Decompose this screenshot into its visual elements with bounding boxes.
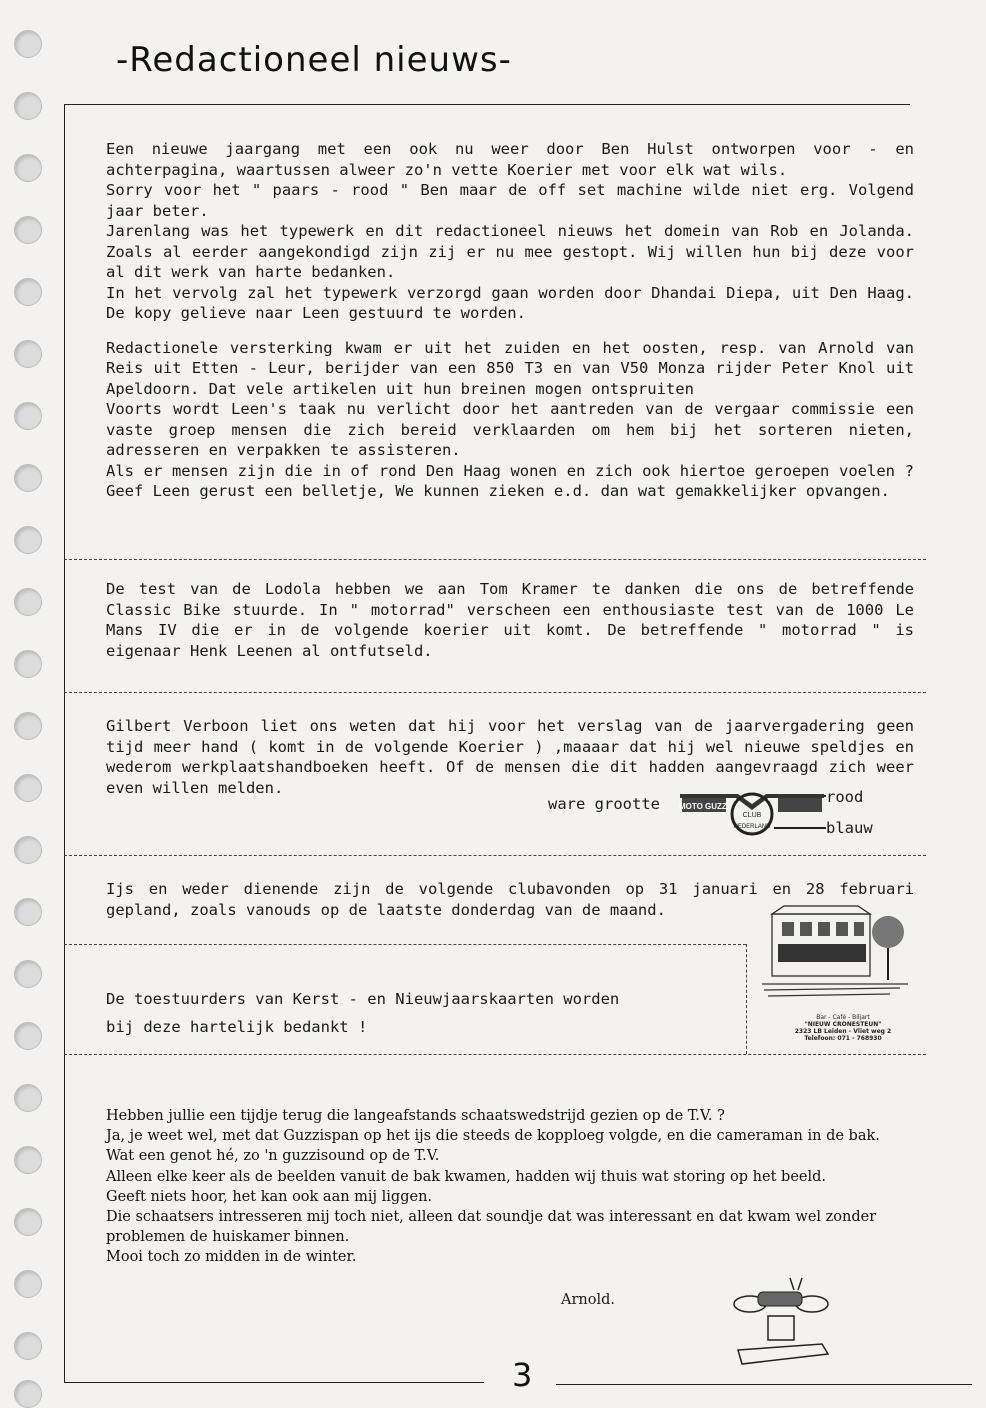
cafe-caption-line: "NIEUW CRONESTEUN" [804, 1021, 882, 1028]
badge-top-text: MOTO GUZZI [678, 802, 730, 811]
motorcycle-on-sled-icon [728, 1274, 834, 1380]
tree-icon [872, 916, 904, 948]
frame-bottom-rule [64, 1382, 484, 1383]
handlebar-line [790, 1278, 794, 1290]
binder-hole [14, 340, 42, 368]
section-divider [64, 1054, 926, 1055]
binder-hole [14, 898, 42, 926]
binder-hole [14, 278, 42, 306]
section-divider [64, 692, 926, 693]
page-number: 3 [512, 1356, 533, 1394]
binder-hole [14, 650, 42, 678]
paragraph: Alleen elke keer als de beelden vanuit de bak kwamen, hadden wij thuis wat storing op het beeld. [106, 1168, 827, 1185]
binder-hole [14, 1146, 42, 1174]
paragraph: Ja, je weet wel, met dat Guzzispan op het ijs die steeds de kopploeg volgde, en die cameraman in de bak. [106, 1128, 880, 1145]
paragraph: Die schaatsers intresseren mij toch niet, alleen dat soundje dat was interessant en dat kwam wel zonder problemen de huiskamer binnen. [106, 1209, 877, 1246]
paragraph: Mooi toch zo midden in de winter. [106, 1249, 357, 1266]
paragraph: De toestuurders van Kerst - en Nieuwjaarskaarten worden [106, 990, 620, 1008]
paragraph: Jarenlang was het typewerk en dit redactioneel nieuws het domein van Rob en Jolanda. Zoals al eerder aangekondigd zijn zij er nu mee gestopt. Wij willen hun bij deze voor al dit werk van harte bedanken. [106, 222, 914, 281]
binder-hole [14, 30, 42, 58]
binder-hole [14, 464, 42, 492]
sled-base-shape [738, 1344, 828, 1364]
badge-guzzi-plate [778, 798, 822, 812]
binder-hole [14, 774, 42, 802]
window-icon [800, 922, 812, 936]
cafe-caption-line: Telefoon: 071 - 768930 [804, 1035, 882, 1042]
frame-left-rule [64, 104, 65, 1382]
blauw-label: blauw [826, 819, 873, 837]
window-icon [854, 922, 864, 936]
frame-bottom-rule [556, 1384, 972, 1385]
paragraph: Hebben jullie een tijdje terug die langeafstands schaatswedstrijd gezien op de T.V. ? [106, 1108, 725, 1124]
rood-label: rood [826, 788, 864, 806]
binder-holes [14, 30, 54, 1402]
binder-hole [14, 588, 42, 616]
signature: Arnold. [561, 1292, 615, 1308]
binder-hole [14, 526, 42, 554]
window-icon [818, 922, 830, 936]
binder-hole [14, 1380, 42, 1408]
paragraph: Als er mensen zijn die in of rond Den Haag wonen en zich ook hiertoe geroepen voelen ? Geef Leen gerust een belletje, We kunnen zieken e.d. dan wat gemakkelijker opvangen. [106, 461, 914, 500]
paragraph: Sorry voor het " paars - rood " Ben maar de off set machine wilde niet erg. Volgend jaar beter. [106, 181, 914, 220]
paragraph: Een nieuwe jaargang met een ook nu weer door Ben Hulst ontworpen voor - en achterpagina, waartussen alweer zo'n vette Koerier met voor elk wat wils. [106, 140, 914, 179]
binder-hole [14, 1332, 42, 1360]
page-title: -Redactioneel nieuws- [116, 40, 512, 80]
binder-hole [14, 836, 42, 864]
paragraph: In het vervolg zal het typewerk verzorgd gaan worden door Dhandai Diepa, uit Den Haag. De kopy gelieve naar Leen gestuurd te worden. [106, 283, 914, 322]
street-lines [762, 984, 908, 996]
binder-hole [14, 1084, 42, 1112]
paragraph: De test van de Lodola hebben we aan Tom Kramer te danken die ons de betreffende Classic Bike stuurde. In " motorrad" verscheen een enthousiaste test van de 1000 Le Mans IV die er in de volgende koerier uit komt. De betreffende " motorrad " is eigenaar Henk Leenen al ontfutseld. [106, 580, 914, 660]
editorial-section [106, 139, 914, 502]
lodola-section [106, 579, 914, 661]
binder-hole [14, 154, 42, 182]
section-divider [64, 855, 926, 856]
binder-hole [14, 1270, 42, 1298]
handlebar-line [798, 1278, 802, 1290]
moto-guzzi-club-badge [678, 784, 826, 836]
paragraph: bij deze hartelijk bedankt ! [106, 1018, 368, 1036]
paragraph: Gilbert Verboon liet ons weten dat hij voor het verslag van de jaarvergadering geen tijd meer hand ( komt in de volgende Koerier ) ,maaaar dat hij wel nieuwe speldjes en wederom werkplaatshandboeken heeft. Of de mensen die dit hadden aangevraagd zich weer even willen melden. [106, 717, 914, 797]
cafe-caption-line: Bar - Café - Biljart [816, 1014, 870, 1021]
badge-country-text: NEDERLAND [733, 824, 771, 830]
cafe-caption [770, 1014, 916, 1042]
paragraph: Ijs en weder dienende zijn de volgende clubavonden op 31 januari en 28 februari gepland, zoals vanouds op de laatste donderdag van de maand. [106, 880, 914, 919]
ware-grootte-label: ware grootte [548, 795, 660, 813]
terrace-shape [778, 944, 866, 962]
schaatsen-section [106, 1106, 932, 1268]
kaarten-section [106, 985, 726, 1041]
paragraph: Voorts wordt Leen's taak nu verlicht door het aantreden van de vergaar commissie een vaste groep mensen die zich bereid verklaarden om hem bij het sorteren nieten, adresseren en verpakken te assisteren. [106, 400, 914, 459]
cafe-caption-line: 2323 LB Leiden - Vliet weg 2 [794, 1028, 892, 1035]
binder-hole [14, 1022, 42, 1050]
stand-shape [768, 1316, 794, 1340]
binder-hole [14, 712, 42, 740]
engine-tank-shape [758, 1292, 802, 1306]
cafe-building-illustration [760, 904, 910, 1004]
cafe-box-border [746, 944, 747, 1054]
binder-hole [14, 92, 42, 120]
window-icon [836, 922, 848, 936]
paragraph: Geeft niets hoor, het kan ook aan mij liggen. [106, 1188, 433, 1205]
binder-hole [14, 402, 42, 430]
section-divider [64, 944, 746, 945]
frame-top-rule [64, 104, 910, 105]
building-roof [772, 906, 870, 914]
window-icon [782, 922, 794, 936]
badge-club-text: CLUB [742, 812, 762, 819]
section-divider [64, 559, 926, 560]
paragraph: Redactionele versterking kwam er uit het zuiden en het oosten, resp. van Arnold van Reis uit Etten - Leur, berijder van een 850 T3 en van V50 Monza rijder Peter Knol uit Apeldoorn. Dat vele artikelen uit hun breinen mogen ontspruiten [106, 338, 914, 398]
binder-hole [14, 216, 42, 244]
binder-hole [14, 1208, 42, 1236]
paragraph: Wat een genot hé, zo 'n guzzisound op de T.V. [106, 1148, 440, 1165]
binder-hole [14, 960, 42, 988]
